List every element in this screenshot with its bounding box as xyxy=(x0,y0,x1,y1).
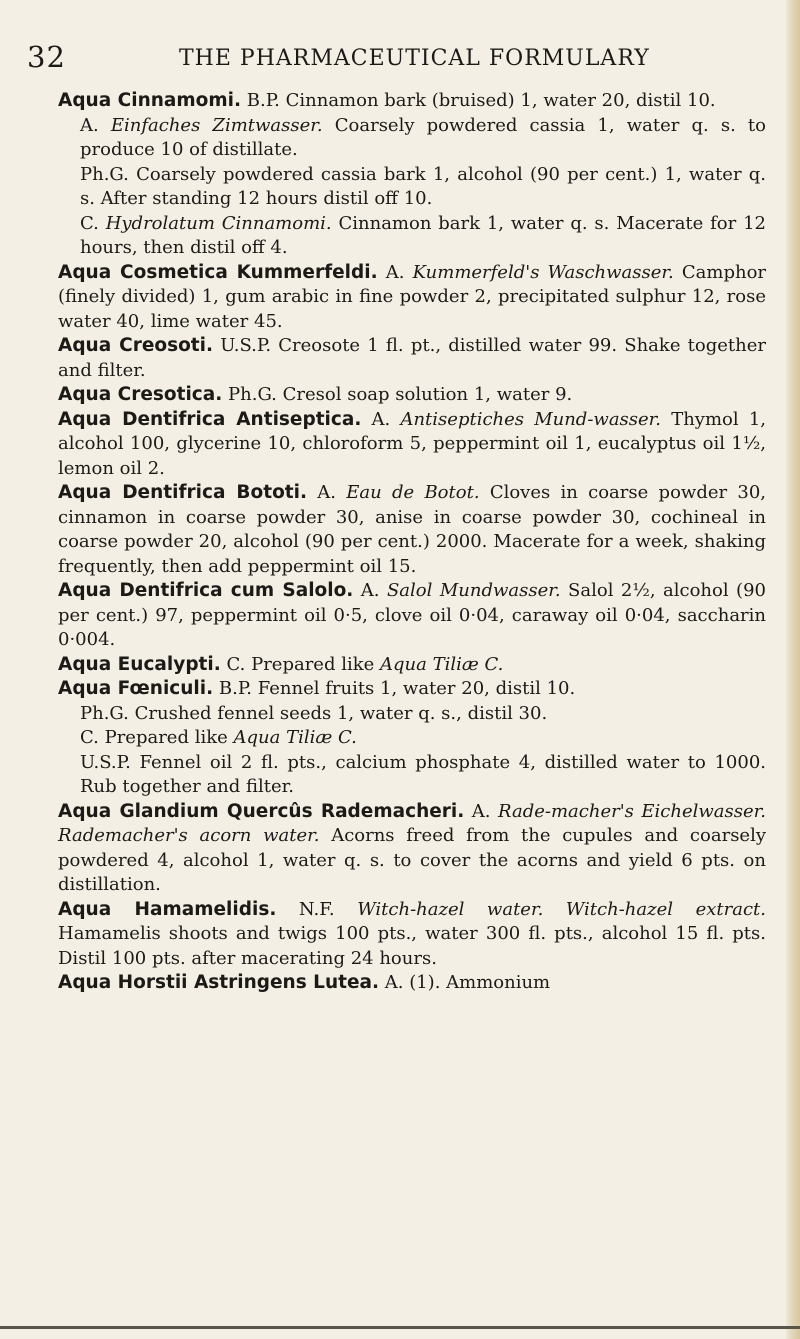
entry-text: A. xyxy=(307,482,347,503)
entry-aqua-cinnamomi xyxy=(58,89,766,114)
entry-text: Acorns freed from the cupules and coarsely powdered 4, alcohol 1, water q. s. to cover the acorns and yield 6 pts. on distillation. xyxy=(58,825,767,895)
entry-text: B.P. Fennel fruits 1, water 20, distil 10. xyxy=(213,678,576,699)
entry-aqua-cosmetica xyxy=(58,261,766,335)
sub-italic: Einfaches Zimtwasser. xyxy=(110,114,323,136)
sub-italic: Hydrolatum Cinnamomi. xyxy=(105,212,332,234)
sub-entry xyxy=(58,114,766,163)
sub-italic: Aqua Tiliæ C. xyxy=(233,727,357,748)
formulary-body xyxy=(58,89,766,996)
entry-text: Cloves in coarse powder 30, cinnamon in coarse powder 30, anise in coarse powder 30, cochineal in coarse powder 20, alcohol (90 per cent.) 2000. Macerate for a week, shaking frequently, then add peppermint oil 15. xyxy=(58,482,766,577)
entry-text: B.P. Cinnamon bark (bruised) 1, water 20, distil 10. xyxy=(241,90,716,111)
entry-text: U.S.P. Creosote 1 fl. pt., distilled water 99. Shake together and filter. xyxy=(58,335,766,381)
entry-aqua-horstii xyxy=(58,971,766,996)
entry-heading: Aqua Glandium Quercûs Rademacheri. xyxy=(58,800,465,822)
sub-entry xyxy=(58,751,766,800)
entry-aqua-foeniculi xyxy=(58,677,766,702)
entry-italic: Antiseptiches Mund-wasser. xyxy=(400,408,662,430)
entry-heading: Aqua Dentifrica Antiseptica. xyxy=(58,408,362,430)
entry-heading: Aqua Dentifrica Bototi. xyxy=(58,482,307,503)
entry-text: A. (1). Ammonium xyxy=(379,972,551,993)
entry-aqua-hamamelidis xyxy=(58,898,766,972)
sub-entry xyxy=(58,726,766,751)
entry-aqua-dentifrica-salolo xyxy=(58,579,766,653)
entry-heading: Aqua Horstii Astringens Lutea. xyxy=(58,972,380,993)
entry-aqua-cresotica xyxy=(58,383,766,408)
sub-prefix: Ph.G. xyxy=(80,163,137,185)
entry-text: Thymol 1, alcohol 100, glycerine 10, chloroform 5, peppermint oil 1, eucalyptus oil 1½, lemon oil 2. xyxy=(58,408,766,479)
bottom-rule xyxy=(0,1326,800,1329)
sub-text: Cinnamon bark 1, water q. s. Macerate for 12 hours, then distil off 4. xyxy=(80,212,766,258)
entry-aqua-creosoti xyxy=(58,334,766,383)
entry-text: A. xyxy=(353,580,387,601)
page-edge xyxy=(786,0,800,1339)
entry-italic: Aqua Tiliæ C. xyxy=(380,653,504,675)
entry-heading: Aqua Fœniculi. xyxy=(58,678,214,699)
entry-heading: Aqua Cresotica. xyxy=(58,384,223,405)
entry-italic: Salol Mundwasser. xyxy=(386,580,561,601)
entry-text: A. xyxy=(464,800,499,822)
entry-aqua-dentifrica-bototi xyxy=(58,481,766,579)
entry-heading: Aqua Hamamelidis. xyxy=(58,898,277,920)
entry-italic: Rade-macher's Eichelwasser. Rademacher's acorn water. xyxy=(58,800,767,846)
entry-text: C. Prepared like xyxy=(220,653,380,675)
entry-text: N.F. xyxy=(276,898,358,920)
running-head: THE PHARMACEUTICAL FORMULARY xyxy=(179,46,650,71)
sub-text: Crushed fennel seeds 1, water q. s., distil 30. xyxy=(134,702,548,724)
sub-prefix: C. xyxy=(80,727,105,748)
entry-text: Camphor (finely divided) 1, gum arabic in fine powder 2, precipitated sulphur 12, rose water 40, lime water 45. xyxy=(58,261,767,332)
entry-italic: Kummerfeld's Waschwasser. xyxy=(412,261,674,283)
entry-heading: Aqua Cinnamomi. xyxy=(58,90,242,111)
sub-text: Coarsely powdered cassia bark 1, alcohol (90 per cent.) 1, water q. s. After standing 12 hours distil off 10. xyxy=(80,163,766,209)
sub-text: Prepared like xyxy=(104,727,234,748)
entry-aqua-eucalypti xyxy=(58,653,766,678)
entry-heading: Aqua Eucalypti. xyxy=(58,653,221,675)
entry-text: Salol 2½, alcohol (90 per cent.) 97, peppermint oil 0·5, clove oil 0·04, caraway oil 0·04, saccharin 0·004. xyxy=(58,580,766,650)
entry-italic: Eau de Botot. xyxy=(346,482,480,503)
sub-entry xyxy=(58,163,766,212)
sub-prefix: U.S.P. xyxy=(80,751,140,773)
page-header xyxy=(27,40,767,80)
entry-heading: Aqua Creosoti. xyxy=(58,335,214,356)
page-number: 32 xyxy=(27,40,66,74)
sub-prefix: A. xyxy=(80,114,111,136)
entry-aqua-glandium xyxy=(58,800,766,898)
sub-text: Coarsely powdered cassia 1, water q. s. to produce 10 of distillate. xyxy=(80,114,766,160)
entry-heading: Aqua Dentifrica cum Salolo. xyxy=(58,580,354,601)
sub-entry xyxy=(58,702,766,727)
entry-text: Ph.G. Cresol soap solution 1, water 9. xyxy=(222,384,573,405)
entry-italic: Witch-hazel water. Witch-hazel extract. xyxy=(357,898,766,920)
sub-prefix: C. xyxy=(80,212,106,234)
sub-entry xyxy=(58,212,766,261)
entry-aqua-dentifrica-antiseptica xyxy=(58,408,766,482)
entry-text: A. xyxy=(377,261,413,283)
entry-text: A. xyxy=(361,408,401,430)
entry-text: Hamamelis shoots and twigs 100 pts., water 300 fl. pts., alcohol 15 fl. pts. Distil 100 pts. after macerating 24 hours. xyxy=(58,923,766,969)
entry-heading: Aqua Cosmetica Kummerfeldi. xyxy=(58,261,378,283)
sub-text: Fennel oil 2 fl. pts., calcium phosphate 4, distilled water to 1000. Rub together and filter. xyxy=(80,751,767,797)
sub-prefix: Ph.G. xyxy=(80,702,135,724)
